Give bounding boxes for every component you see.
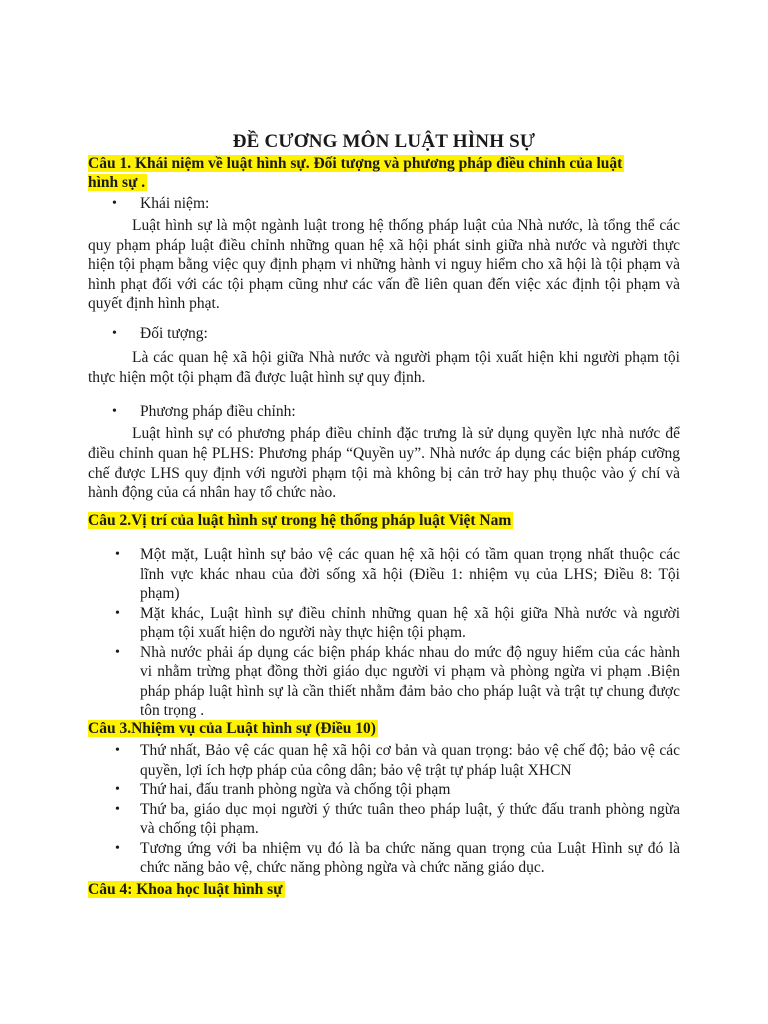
q1-object-text: Là các quan hệ xã hội giữa Nhà nước và người phạm tội xuất hiện khi người phạm tội thực hiện một tội phạm đã được luật hình sự quy định. — [88, 349, 680, 386]
q1-method-text: Luật hình sự có phương pháp điều chỉnh đặc trưng là sử dụng quyền lực nhà nước để điều chỉnh quan hệ PLHS: Phương pháp “Quyền uy”. Nhà nước áp dụng các biện pháp cưỡng chế được LHS quy định với người phạm tội mà không bị cản trở hay phụ thuộc vào ý chí và hành động của cá nhân hay tổ chức nào. — [88, 425, 680, 502]
q1-heading — [88, 154, 680, 192]
q1-concept-text: Luật hình sự là một ngành luật trong hệ thống pháp luật của Nhà nước, là tổng thể các quy phạm pháp luật điều chỉnh những quan hệ xã hội phát sinh giữa nhà nước và người thực hiện tội phạm bằng việc quy định phạm vi những hành vi nguy hiểm cho xã hội là tội phạm và hình phạt đối với các tội phạm cũng như các vấn đề liên quan đến việc xác định tội phạm và quyết định hình phạt. — [88, 217, 680, 313]
q3-item-1: • Thứ nhất, Bảo vệ các quan hệ xã hội cơ bản và quan trọng: bảo vệ chế độ; bảo vệ các quyền, lợi ích hợp pháp của công dân; bảo vệ trật tự pháp luật XHCN — [88, 741, 680, 780]
q3-item-2: • Thứ hai, đấu tranh phòng ngừa và chống tội phạm — [88, 780, 680, 800]
q3-item-3: • Thứ ba, giáo dục mọi người ý thức tuân theo pháp luật, ý thức đấu tranh phòng ngừa và chống tội phạm. — [88, 800, 680, 839]
q3-item-4: • Tương ứng với ba nhiệm vụ đó là ba chức năng quan trọng của Luật Hình sự đó là chức năng bảo vệ, chức năng phòng ngừa và chức năng giáo dục. — [88, 839, 680, 878]
q2-item-3: • Nhà nước phải áp dụng các biện pháp khác nhau do mức độ nguy hiểm của các hành vi nhằm trừng phạt đồng thời giáo dục người vi phạm và phòng ngừa vi phạm .Biện pháp pháp luật hình sự là cần thiết nhằm đảm bảo cho pháp luật và trật tự chung được tôn trọng . — [88, 643, 680, 721]
q4-heading-text: Câu 4: Khoa học luật hình sự — [88, 881, 283, 898]
q1-object-label: • Đối tượng: — [140, 324, 208, 344]
q2-list — [88, 545, 680, 721]
q3-heading-text: Câu 3.Nhiệm vụ của Luật hình sự (Điều 10) — [88, 720, 376, 737]
q2-item-1: • Một mặt, Luật hình sự bảo vệ các quan hệ xã hội có tầm quan trọng nhất thuộc các lĩnh vực khác nhau của đời sống xã hội (Điều 1: nhiệm vụ của LHS; Điều 8: Tội phạm) — [88, 545, 680, 604]
q3-heading — [88, 719, 680, 738]
q2-item-2: • Mặt khác, Luật hình sự điều chỉnh những quan hệ xã hội giữa Nhà nước và người phạm tội xuất hiện do người này thực hiện tội phạm. — [88, 604, 680, 643]
q2-heading-text: Câu 2.Vị trí của luật hình sự trong hệ thống pháp luật Việt Nam — [88, 512, 512, 529]
q1-concept-label: • Khái niệm: — [140, 194, 209, 214]
document-title: ĐỀ CƯƠNG MÔN LUẬT HÌNH SỰ — [232, 131, 536, 152]
q2-heading — [88, 511, 680, 530]
q1-method-label: • Phương pháp điều chỉnh: — [140, 402, 296, 422]
q4-heading — [88, 880, 680, 899]
q1-heading-line2: hình sự . — [88, 174, 146, 191]
q1-heading-line1: Câu 1. Khái niệm về luật hình sự. Đối tượng và phương pháp điều chỉnh của luật — [88, 155, 623, 172]
q3-list — [88, 741, 680, 878]
